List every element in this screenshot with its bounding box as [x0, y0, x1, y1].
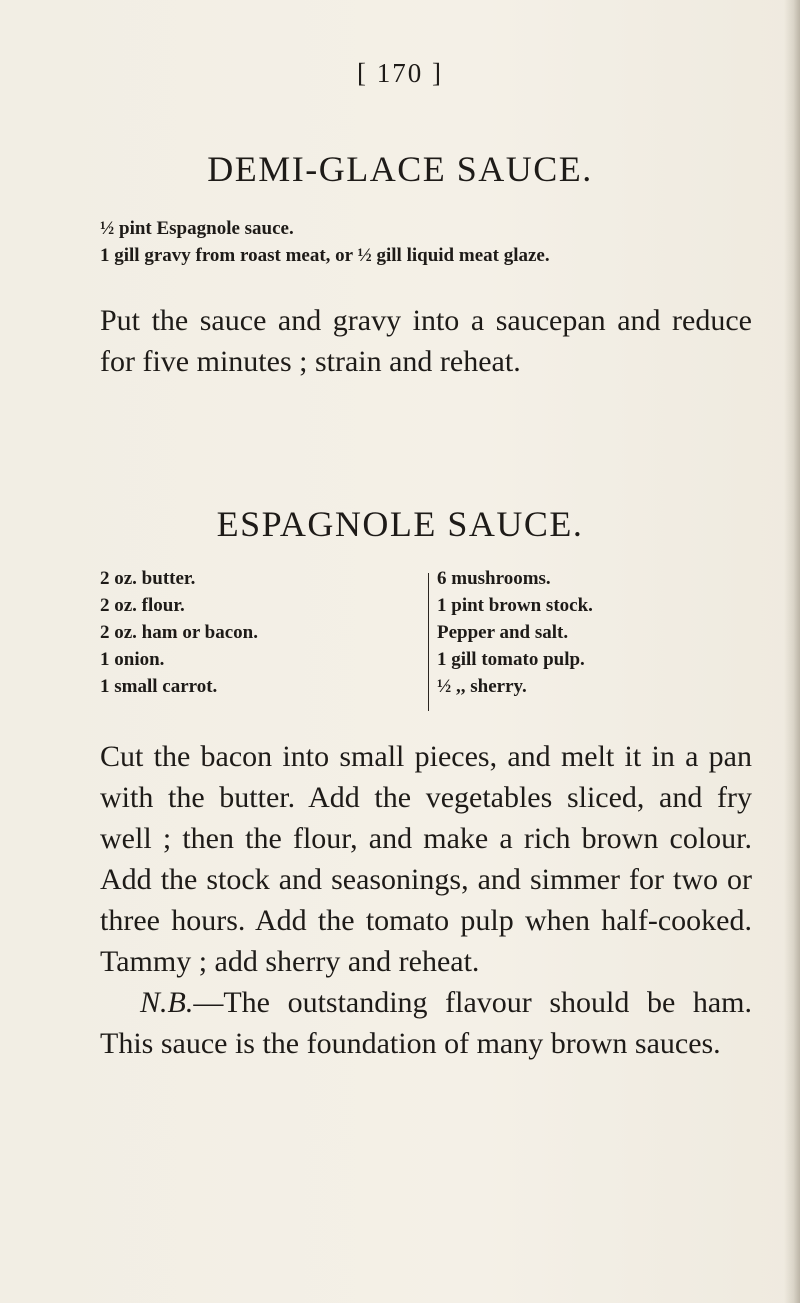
espagnole-ingredients — [100, 565, 740, 710]
page-edge-shadow — [784, 0, 800, 1303]
ingredient-line: Pepper and salt. — [437, 622, 569, 643]
note-label: N.B. — [140, 986, 194, 1019]
ingredient-line: 2 oz. butter. — [100, 568, 196, 589]
demi-glace-method: Put the sauce and gravy into a saucepan and reduce for five minutes ; strain and reheat. — [100, 304, 752, 378]
demi-glace-ingredients — [100, 215, 740, 269]
ingredient-line: 1 onion. — [100, 649, 165, 670]
method-paragraph: Cut the bacon into small pieces, and melt it in a pan with the butter. Add the vegetables sliced, and fry well ; then the flour, and make a rich brown colour. Add the stock and seasonings, and simmer for two or three hours. Add the tomato pulp when half-cooked. Tammy ; add sherry and reheat. — [100, 740, 752, 978]
ingredient-line: 1 gill tomato pulp. — [437, 649, 585, 670]
ingredients-left-column — [100, 565, 420, 700]
espagnole-method — [100, 736, 752, 1064]
column-divider — [428, 573, 429, 711]
recipe-title-espagnole: ESPAGNOLE SAUCE. — [216, 504, 584, 544]
ingredient-line: 2 oz. flour. — [100, 595, 185, 616]
ingredients-right-column — [437, 565, 747, 700]
note-paragraph — [100, 982, 752, 1064]
recipe-title-demi-glace: DEMI-GLACE SAUCE. — [207, 149, 593, 189]
ingredient-line: 2 oz. ham or bacon. — [100, 622, 258, 643]
ingredient-line: ½ pint Espagnole sauce. — [100, 218, 294, 239]
ingredient-line: 1 pint brown stock. — [437, 595, 593, 616]
page-number: [ 170 ] — [357, 58, 443, 88]
ingredient-line: 6 mushrooms. — [437, 568, 551, 589]
ingredient-line: 1 gill gravy from roast meat, or ½ gill liquid meat glaze. — [100, 245, 550, 266]
note-text: —The outstanding flavour should be ham. This sauce is the foundation of many brown sauces. — [100, 986, 752, 1060]
ingredient-line: 1 small carrot. — [100, 676, 218, 697]
ingredient-line: ½ ,, sherry. — [437, 676, 527, 697]
